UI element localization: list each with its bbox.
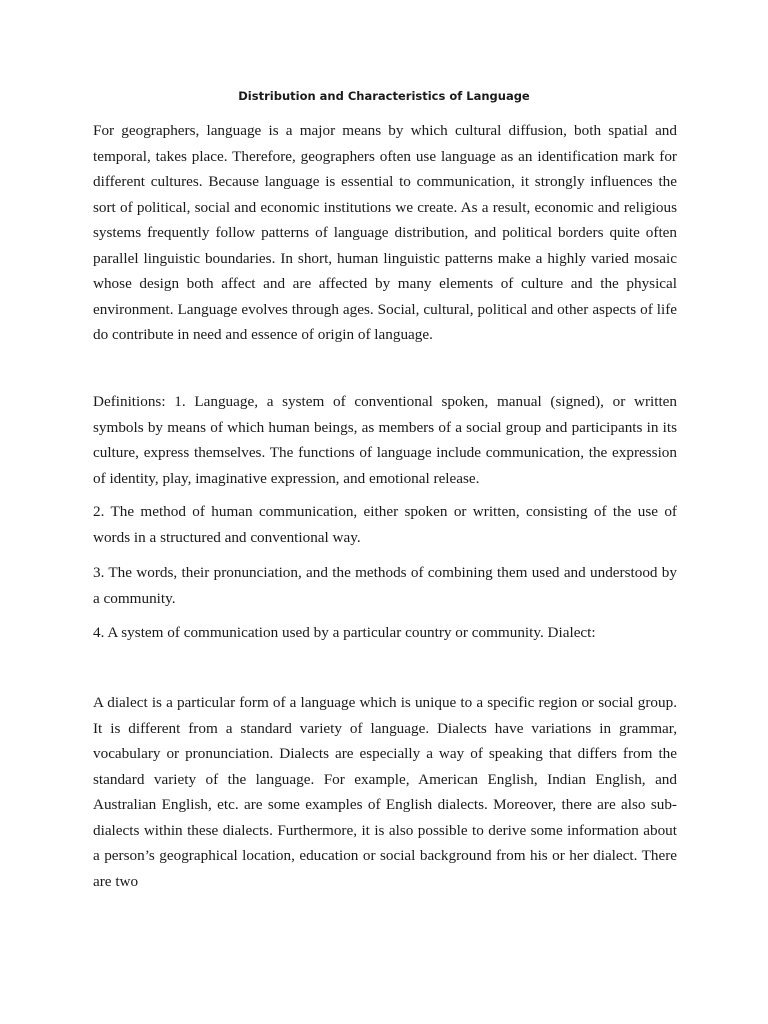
definition-3-paragraph: 3. The words, their pronunciation, and the methods of combining them used and understood by a community.: [93, 564, 677, 607]
document-title: Distribution and Characteristics of Language: [238, 89, 530, 103]
definition-2-paragraph: 2. The method of human communication, either spoken or written, consisting of the use of words in a structured and conventional way.: [93, 503, 677, 546]
definition-4-paragraph: 4. A system of communication used by a particular country or community. Dialect:: [93, 624, 596, 641]
intro-paragraph: For geographers, language is a major means by which cultural diffusion, both spatial and temporal, takes place. Therefore, geographers often use language as an identification mark for different cultures. Because language is essential to communication, it strongly influences the sort of political, social and economic institutions we create. As a result, economic and religious systems frequently follow patterns of language distribution, and political borders quite often parallel linguistic boundaries. In short, human linguistic patterns make a highly varied mosaic whose design both affect and are affected by many elements of culture and the physical environment. Language evolves through ages. Social, cultural, political and other aspects of life do contribute in need and essence of origin of language.: [93, 122, 677, 343]
dialect-paragraph: A dialect is a particular form of a language which is unique to a specific region or social group. It is different from a standard variety of language. Dialects have variations in grammar, vocabulary or pronunciation. Dialects are especially a way of speaking that differs from the standard variety of the language. For example, American English, Indian English, and Australian English, etc. are some examples of English dialects. Moreover, there are also sub-dialects within these dialects. Furthermore, it is also possible to derive some information about a person’s geographical location, education or social background from his or her dialect. There are two: [93, 694, 677, 890]
definition-1-paragraph: Definitions: 1. Language, a system of conventional spoken, manual (signed), or written symbols by means of which human beings, as members of a social group and participants in its culture, express themselves. The functions of language include communication, the expression of identity, play, imaginative expression, and emotional release.: [93, 393, 677, 487]
